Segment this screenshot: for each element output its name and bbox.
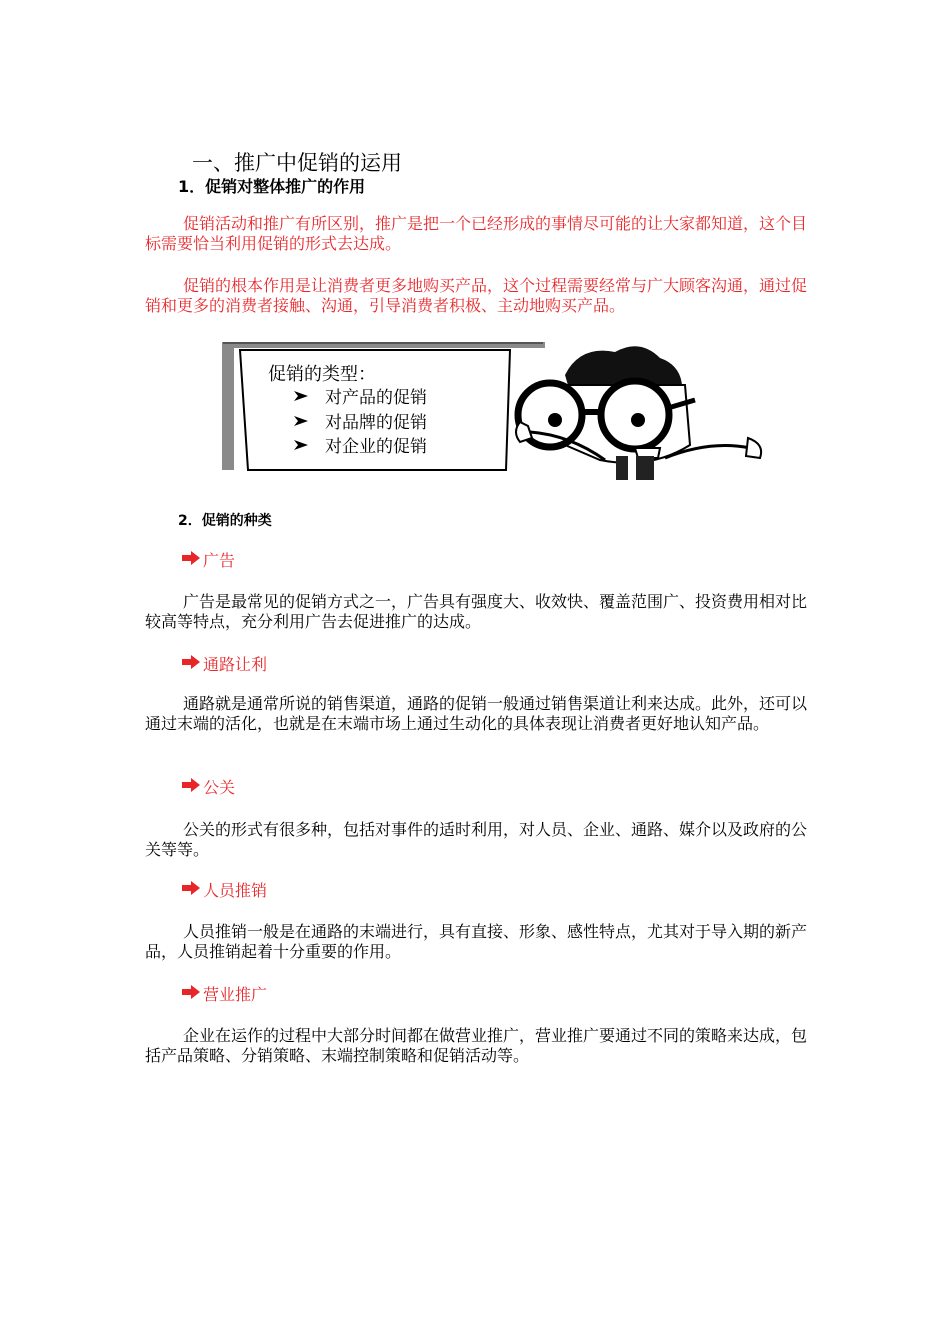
type-text-pr: 公关的形式有很多种，包括对事件的适时利用，对人员、企业、通路、媒介以及政府的公关等等。	[145, 820, 808, 859]
arrow-right-icon	[182, 550, 200, 569]
cartoon-character-icon	[516, 346, 761, 480]
svg-text:对品牌的促销: 对品牌的促销	[325, 413, 427, 433]
paragraph-1: 促销活动和推广有所区别，推广是把一个已经形成的事情尽可能的让大家都知道，这个目标需要恰当利用促销的形式去达成。	[145, 214, 808, 253]
type-heading-pr: 公关	[182, 775, 235, 798]
arrow-right-icon	[182, 880, 200, 899]
paragraph-2: 促销的根本作用是让消费者更多地购买产品，这个过程需要经常与广大顾客沟通，通过促销和更多的消费者接触、沟通，引导消费者积极、主动地购买产品。	[145, 276, 808, 315]
subsection-title-1: 1．促销对整体推广的作用	[178, 177, 366, 196]
arrow-right-icon	[182, 777, 200, 796]
type-heading-personal-selling: 人员推销	[182, 878, 267, 901]
section-title: 一、推广中促销的运用	[192, 151, 402, 175]
svg-text:对产品的促销: 对产品的促销	[325, 388, 427, 408]
type-text-ad: 广告是最常见的促销方式之一，广告具有强度大、收效快、覆盖范围广、投资费用相对比较高等特点，充分利用广告去促进推广的达成。	[145, 592, 808, 631]
type-text-channel: 通路就是通常所说的销售渠道，通路的促销一般通过销售渠道让利来达成。此外，还可以通过末端的活化，也就是在末端市场上通过生动化的具体表现让消费者更好地认知产品。	[145, 694, 808, 733]
type-text-personal-selling: 人员推销一般是在通路的末端进行，具有直接、形象、感性特点，尤其对于导入期的新产品，人员推销起着十分重要的作用。	[145, 922, 808, 961]
subsection-title-2: 2．促销的种类	[178, 513, 272, 529]
type-heading-channel: 通路让利	[182, 652, 267, 675]
promotion-types-figure	[220, 340, 765, 480]
arrow-right-icon	[182, 654, 200, 673]
arrow-right-icon	[182, 984, 200, 1003]
figure-title: 促销的类型：	[268, 364, 376, 385]
type-text-sales-promotion: 企业在运作的过程中大部分时间都在做营业推广，营业推广要通过不同的策略来达成，包括产品策略、分销策略、末端控制策略和促销活动等。	[145, 1026, 808, 1065]
type-heading-ad: 广告	[182, 548, 235, 571]
svg-text:对企业的促销: 对企业的促销	[325, 437, 427, 457]
type-heading-sales-promotion: 营业推广	[182, 982, 267, 1005]
